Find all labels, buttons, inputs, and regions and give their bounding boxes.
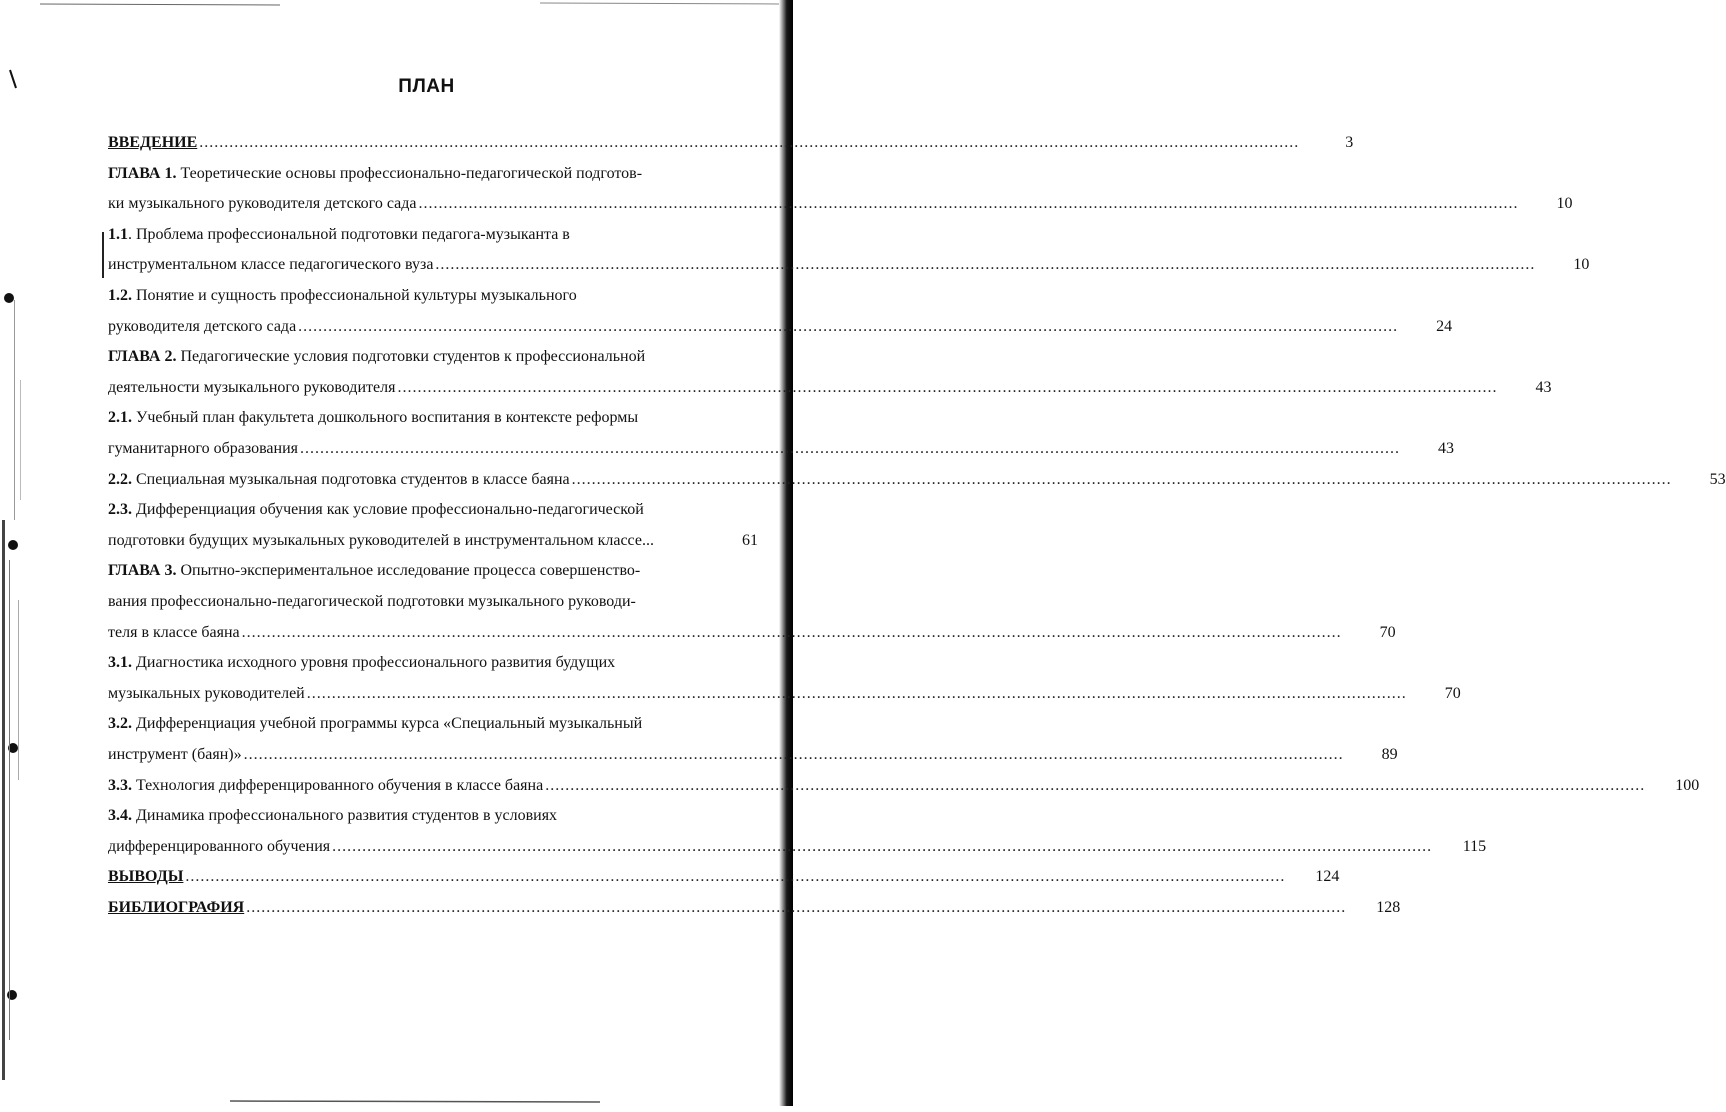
toc-leader-dots: ............................................................................................................................................................................................................................ [241, 623, 1342, 641]
toc-leader-dots: ............................................................................................................................................................................................................................ [435, 256, 1536, 274]
toc-entry-text [108, 593, 636, 610]
toc-entry-text [108, 893, 244, 923]
toc-entry-text [108, 679, 305, 709]
toc-entry-line-final [108, 679, 1461, 709]
toc-entry-label: ГЛАВА 2. [108, 348, 177, 366]
toc-leader-dots: ............................................................................................................................................................................................................................ [298, 317, 1399, 335]
toc-entry-text [108, 654, 615, 671]
toc-entry-title: музыкальных руководителей [108, 684, 305, 702]
toc-entry-label: 1.1 [108, 225, 128, 243]
toc-leader-dots: ............................................................................................................................................................................................................................ [545, 776, 1646, 794]
toc-leader-dots: ............................................................................................................................................................................................................................ [243, 746, 1344, 763]
toc-entry-title: Учебный план факультета дошкольного воспитания в контексте реформы [132, 409, 639, 427]
toc-entry-title: Опытно-экспериментальное исследование процесса совершенство- [176, 562, 641, 580]
toc-entry-text [108, 373, 395, 403]
toc-entry-line [108, 220, 758, 250]
toc-entry-title: Специальная музыкальная подготовка студентов в классе баяна [132, 470, 570, 488]
toc-entry-text [108, 226, 570, 243]
toc-leader-dots: ............................................................................................................................................................................................................................ [332, 837, 1433, 855]
toc-entry-line-final [108, 832, 1487, 862]
margin-marker [102, 232, 104, 278]
toc-entry-title: Дифференциация учебной программы курса «Специальный музыкальный [132, 715, 643, 733]
toc-entry-title: Дифференциация обучения как условие профессионально-педагогической [132, 501, 644, 519]
toc-entry-label: ГЛАВА 1. [108, 164, 177, 182]
toc-entry-text [108, 250, 433, 280]
toc-leader-dots: ............................................................................................................................................................................................................................ [185, 868, 1286, 886]
toc-entry-text [108, 740, 242, 770]
toc-entry-line [108, 801, 758, 831]
toc-entry-line [108, 342, 758, 372]
toc-entry-title: гуманитарного образования [108, 440, 299, 457]
toc-page-number: 43 [1535, 378, 1552, 396]
toc-entry-label: БИБЛИОГРАФИЯ [108, 899, 245, 916]
toc-entry-line-final [108, 128, 1354, 158]
toc-entry-title: Понятие и сущность профессиональной культуры музыкального [132, 287, 577, 304]
toc-entry-title: инструментальном классе педагогического вуза [108, 256, 434, 274]
toc-entry-line [108, 709, 758, 739]
toc-entry-title: инструмент (баян)» [108, 746, 242, 763]
toc-entry-line-final [108, 250, 1590, 280]
toc-entry-text [108, 501, 644, 518]
toc-entry-line-final [108, 740, 1398, 770]
toc-entry-label: 2.2. [108, 470, 132, 488]
toc-leader-dots: ............................................................................................................................................................................................................................ [397, 378, 1498, 396]
toc-page-number: 128 [1376, 899, 1401, 916]
toc-leader-dots: ............................................................................................................................................................................................................................ [199, 134, 1300, 151]
toc-page-number: 43 [1438, 440, 1455, 457]
toc-entry-label: ВВЕДЕНИЕ [108, 134, 198, 151]
toc-entry-line-final [108, 189, 1573, 219]
toc-page-number: 70 [1379, 623, 1396, 641]
toc-page-number: 124 [1315, 868, 1340, 886]
toc-page-number: 10 [1556, 195, 1573, 213]
toc-entry-label: 3.4. [108, 807, 132, 825]
toc-page-number: 70 [1444, 684, 1461, 702]
scan-bottom-edge [40, 1094, 779, 1106]
toc-entry-text [108, 562, 640, 579]
toc-entry-text [108, 434, 298, 464]
toc-entry-line [108, 281, 758, 311]
toc-entry-text [108, 348, 645, 365]
toc-page-number: 53 [1709, 470, 1726, 488]
toc-entry-line-final [108, 312, 1453, 342]
toc-entry-title: Динамика профессионального развития студентов в условиях [132, 807, 558, 825]
toc-entry-line [108, 648, 758, 678]
toc-entry-text [108, 807, 557, 824]
toc-entry-title: Диагностика исходного уровня профессионального развития будущих [132, 654, 616, 672]
toc-entry-title: Технология дифференцированного обучения в классе баяна [132, 776, 544, 794]
toc-entry-text [108, 165, 642, 182]
toc-entry-label: ВЫВОДЫ [108, 868, 184, 886]
toc-entry-title: руководителя детского сада [108, 317, 297, 335]
toc-entry-title: . Проблема профессиональной подготовки педагога-музыканта в [128, 225, 570, 243]
toc-entry-line-final [108, 434, 1455, 464]
toc-entry-title: дифференцированного обучения [108, 837, 331, 855]
toc-entry-text [108, 771, 543, 801]
toc-entry-line-final [108, 526, 758, 556]
toc-entry-line [108, 587, 758, 617]
toc-leader-dots: ............................................................................................................................................................................................................................ [418, 195, 1519, 213]
scan-edge-left [0, 0, 44, 1106]
toc-entry-label: 3.3. [108, 776, 132, 794]
toc-entry-text [108, 189, 416, 219]
scan-edge-right [779, 0, 793, 1106]
toc-page-number: 115 [1462, 837, 1487, 855]
scan-top-edge [40, 0, 779, 14]
toc-entry-label: 1.2. [108, 287, 132, 304]
toc-leader-dots: ............................................................................................................................................................................................................................ [246, 899, 1347, 916]
toc-entry-text [108, 832, 330, 862]
toc-entry-line-final [108, 862, 1340, 892]
toc-entry-title: деятельности музыкального руководителя [108, 378, 396, 396]
page-title: ПЛАН [398, 76, 455, 97]
toc-entry-label: 3.2. [108, 715, 132, 733]
toc-entry-label: ГЛАВА 3. [108, 562, 177, 580]
toc-entry-line [108, 556, 758, 586]
toc-entry-line [108, 495, 758, 525]
toc-entry-label: 2.1. [108, 409, 132, 427]
toc-entry-label: 2.3. [108, 501, 132, 519]
toc-entry-text [108, 128, 197, 158]
toc-entry-text [108, 409, 638, 426]
toc-page-number: 61 [742, 531, 758, 549]
toc-entry-line-final [108, 893, 1401, 923]
toc-entry-text [108, 312, 296, 342]
toc-entry-title: теля в классе баяна [108, 623, 240, 641]
toc-entry-line-final [108, 771, 1700, 801]
toc-entry-title: подготовки будущих музыкальных руководителей в инструментальном классе... [108, 531, 654, 549]
toc-page-number: 24 [1436, 317, 1453, 335]
toc-entry-title: Теоретические основы профессионально-педагогической подготов- [176, 164, 643, 182]
toc-page-number: 100 [1675, 776, 1700, 794]
toc-page-number: 89 [1381, 746, 1398, 763]
toc-leader-dots: ............................................................................................................................................................................................................................ [306, 684, 1407, 702]
toc-entry-line [108, 159, 758, 189]
toc-entry-text [108, 715, 642, 732]
toc-page-number: 3 [1345, 134, 1354, 151]
toc-entry-text [108, 287, 577, 304]
toc-leader-dots: ............................................................................................................................................................................................................................ [571, 470, 1672, 488]
toc-entry-title: вания профессионально-педагогической подготовки музыкального руководи- [108, 593, 636, 610]
toc-entry-line-final [108, 373, 1552, 403]
toc-entry-title: Педагогические условия подготовки студентов к профессиональной [176, 348, 646, 366]
toc-entry-label: 3.1. [108, 654, 132, 672]
toc-entry-line-final [108, 465, 1726, 495]
toc-page-number: 10 [1573, 256, 1590, 274]
toc-entry-text [108, 526, 654, 556]
toc-entry-line-final [108, 618, 1396, 648]
toc-entry-title: ки музыкального руководителя детского сада [108, 195, 417, 213]
toc-entry-text [108, 862, 183, 892]
toc-entry-line [108, 403, 758, 433]
toc-entry-text [108, 618, 240, 648]
toc-leader-dots: ............................................................................................................................................................................................................................ [300, 440, 1401, 457]
toc-entry-text [108, 465, 570, 495]
